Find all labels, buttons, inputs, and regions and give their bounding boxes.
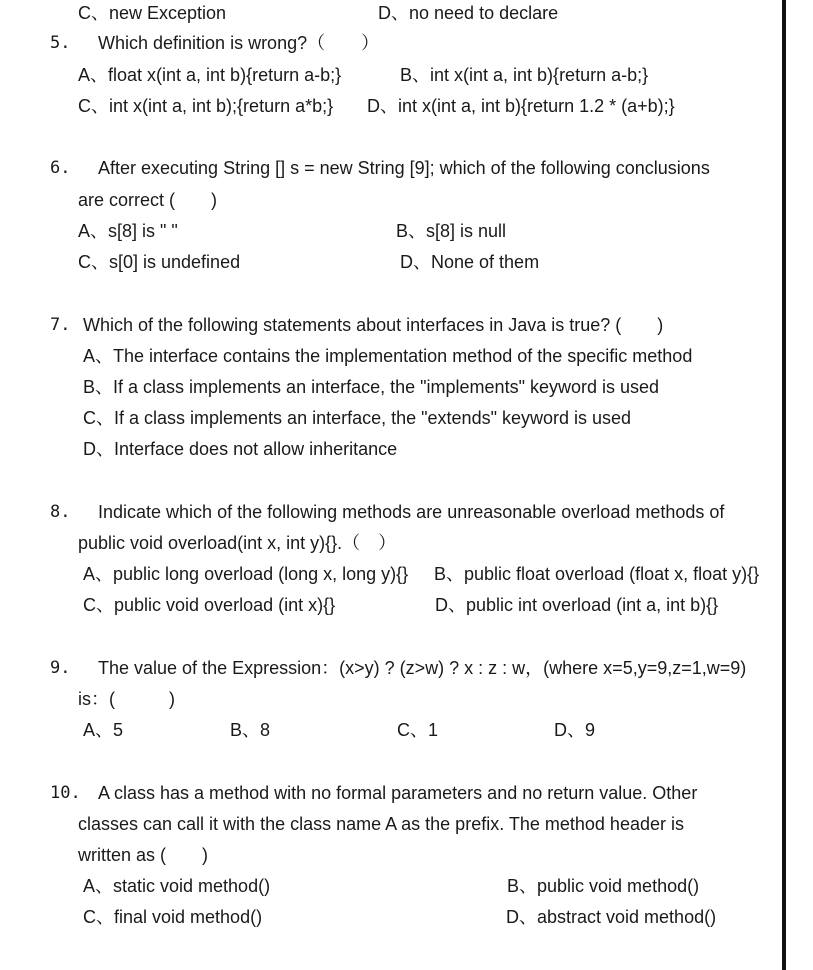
q9-number: 9.: [50, 658, 71, 678]
q8-option-d: D、public int overload (int a, int b){}: [435, 595, 719, 615]
q5-option-c: C、int x(int a, int b);{return a*b;}: [78, 96, 334, 116]
q5-number: 5.: [50, 33, 71, 53]
q10-option-c: C、final void method(): [83, 907, 263, 927]
q5-option-b: B、int x(int a, int b){return a-b;}: [400, 65, 649, 85]
q8-number: 8.: [50, 502, 71, 522]
q10-stem-line-1: A class has a method with no formal parameters and no return value. Other: [98, 783, 698, 803]
q6-option-c: C、s[0] is undefined: [78, 252, 241, 272]
q10-option-d: D、abstract void method(): [506, 907, 717, 927]
q6-stem-line-1: [98, 157, 782, 179]
q8-stem-line-1: Indicate which of the following methods are unreasonable overload methods of: [98, 502, 725, 522]
q6-option-d: D、None of them: [400, 252, 540, 272]
q7-option-d: D、Interface does not allow inheritance: [83, 439, 398, 459]
q9-option-b: B、8: [230, 720, 271, 740]
q10-stem-line-2: classes can call it with the class name A as the prefix. The method header is: [78, 814, 684, 834]
q10-stem-line-3: written as ( ): [78, 845, 209, 865]
q9-option-a: A、5: [83, 720, 124, 740]
q8-option-c: C、public void overload (int x){}: [83, 595, 336, 615]
q4-option-c: C、new Exception: [78, 3, 227, 23]
q5-option-a: A、float x(int a, int b){return a-b;}: [78, 65, 342, 85]
q7-stem: Which of the following statements about interfaces in Java is true? ( ): [83, 315, 664, 335]
q6-stem-line-1-text: After executing String [] s = new String [9]; which of the following conclusions: [98, 158, 710, 178]
q8-option-b: B、public float overload (float x, float y){}: [434, 564, 760, 584]
q8-option-a: A、public long overload (long x, long y){}: [83, 564, 409, 584]
q5-option-d: D、int x(int a, int b){return 1.2 * (a+b);}: [367, 96, 675, 116]
page-right-border: [782, 0, 786, 970]
q9-option-d: D、9: [554, 720, 596, 740]
q6-stem-line-2: are correct ( ): [78, 190, 218, 210]
q9-option-c: C、1: [397, 720, 439, 740]
q7-option-b: B、If a class implements an interface, the "implements" keyword is used: [83, 377, 660, 397]
q10-option-a: A、static void method(): [83, 876, 271, 896]
q7-option-c: C、If a class implements an interface, the "extends" keyword is used: [83, 408, 632, 428]
q6-number: 6.: [50, 158, 71, 178]
q10-number: 10.: [50, 783, 81, 803]
q6-option-a: A、s[8] is " ": [78, 221, 178, 241]
q5-stem: Which definition is wrong?（ ）: [98, 33, 380, 53]
q7-option-a: A、The interface contains the implementation method of the specific method: [83, 346, 693, 366]
q7-number: 7.: [50, 315, 71, 335]
q9-stem-line-1: The value of the Expression：(x>y) ? (z>w) ? x : z : w，(where x=5,y=9,z=1,w=9): [98, 658, 747, 678]
q9-stem-line-2: is：( ): [78, 689, 175, 709]
q6-option-b: B、s[8] is null: [396, 221, 507, 241]
q10-option-b: B、public void method(): [507, 876, 700, 896]
q4-option-d: D、no need to declare: [378, 3, 559, 23]
q8-stem-line-2: public void overload(int x, int y){}.（ ）: [78, 533, 397, 553]
